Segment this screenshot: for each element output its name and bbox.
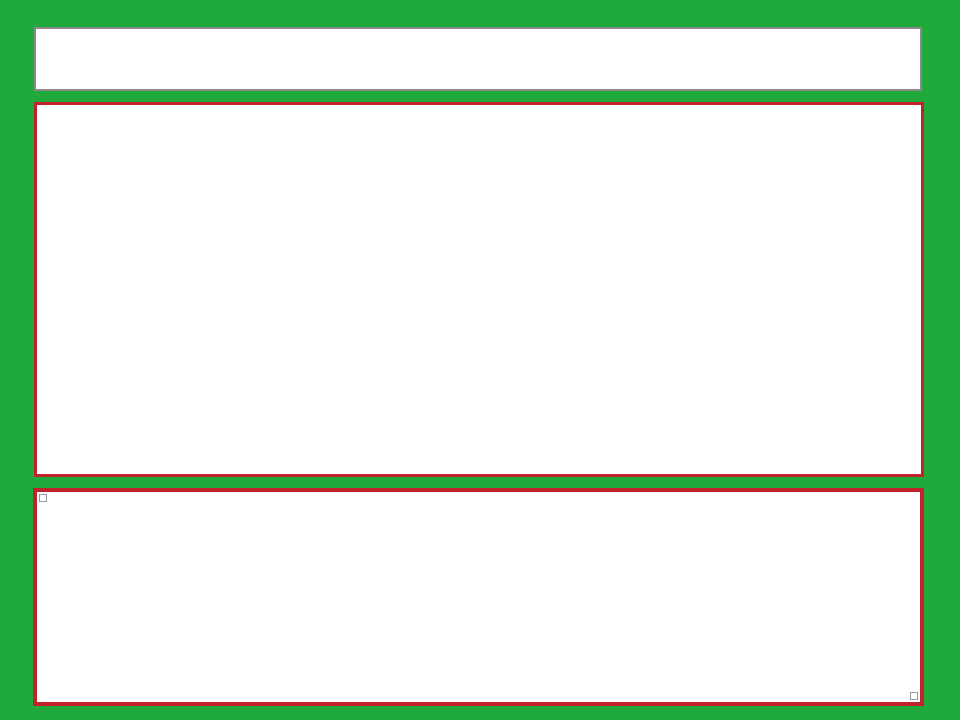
method-panel (34, 102, 924, 477)
slide-title (34, 27, 922, 91)
portions-table-panel (33, 488, 924, 706)
portions-table (37, 492, 920, 702)
